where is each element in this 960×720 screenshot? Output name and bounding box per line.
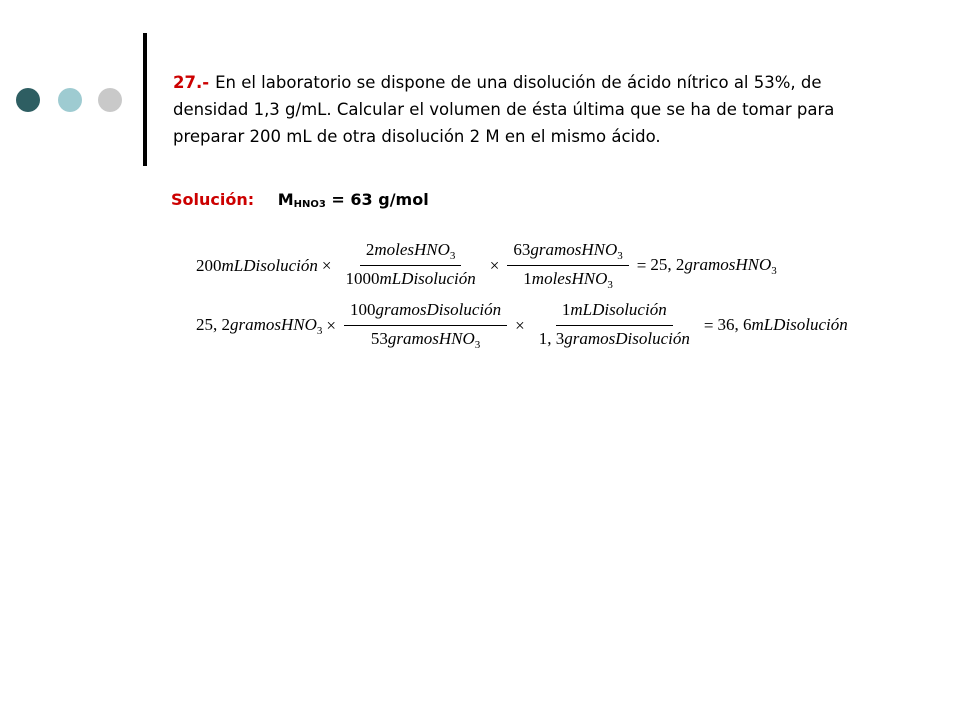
decorative-dot-dark [16, 88, 40, 112]
eq2-fraction-2-numerator: 1mLDisolución [556, 300, 673, 326]
eq1-fraction-2 [507, 240, 628, 291]
eq2-equals: = [703, 315, 714, 335]
problem-text: En el laboratorio se dispone de una disolución de ácido nítrico al 53%, de densidad 1,3 g/mL. Calcular el volumen de ésta última que se ha de tomar para preparar 200 mL de otra disolución 2 M en el mismo ácido. [173, 73, 835, 146]
eq2-times-1: × [326, 315, 336, 335]
molar-mass-symbol: M [277, 190, 294, 209]
eq1-fraction-2-numerator: 63gramosHNO$_3$ [507, 240, 628, 266]
decorative-dot-gray [98, 88, 122, 112]
molar-mass [278, 190, 429, 209]
eq2-fraction-1 [344, 300, 507, 351]
eq1-result: 25, 2gramosHNO$_3$ [650, 254, 777, 277]
problem-number: 27.- [173, 73, 210, 92]
eq2-fraction-1-numerator: 100gramosDisolución [344, 300, 507, 326]
eq1-fraction-1-numerator: 2molesHNO$_3$ [360, 240, 462, 266]
eq2-fraction-2 [533, 300, 696, 351]
equation-2 [196, 300, 848, 351]
decorative-vertical-bar [143, 33, 147, 166]
eq2-times-2: × [515, 315, 525, 335]
eq1-times-1: × [321, 255, 332, 275]
eq1-start: 200mLDisolución [196, 255, 318, 275]
decorative-dot-light-blue [58, 88, 82, 112]
molar-mass-value: = 63 g/mol [331, 190, 429, 209]
eq2-start: 25, 2gramosHNO$_3$ [196, 314, 323, 337]
molar-mass-subscript: HNO3 [293, 199, 326, 210]
eq2-fraction-2-denominator: 1, 3gramosDisolución [538, 329, 690, 348]
eq1-equals: = [636, 255, 647, 275]
solution-header [171, 190, 429, 210]
eq2-fraction-1-denominator: 53gramosHNO$_3$ [370, 329, 481, 351]
eq1-fraction-1 [339, 240, 481, 291]
eq2-result: 36, 6mLDisolución [717, 314, 848, 334]
eq1-fraction-2-denominator: 1molesHNO$_3$ [523, 269, 613, 291]
solution-label: Solución: [171, 190, 255, 209]
eq1-times-2: × [489, 255, 500, 275]
equation-1 [196, 240, 777, 291]
eq1-fraction-1-denominator: 1000mLDisolución [345, 269, 476, 288]
problem-statement [173, 69, 873, 150]
